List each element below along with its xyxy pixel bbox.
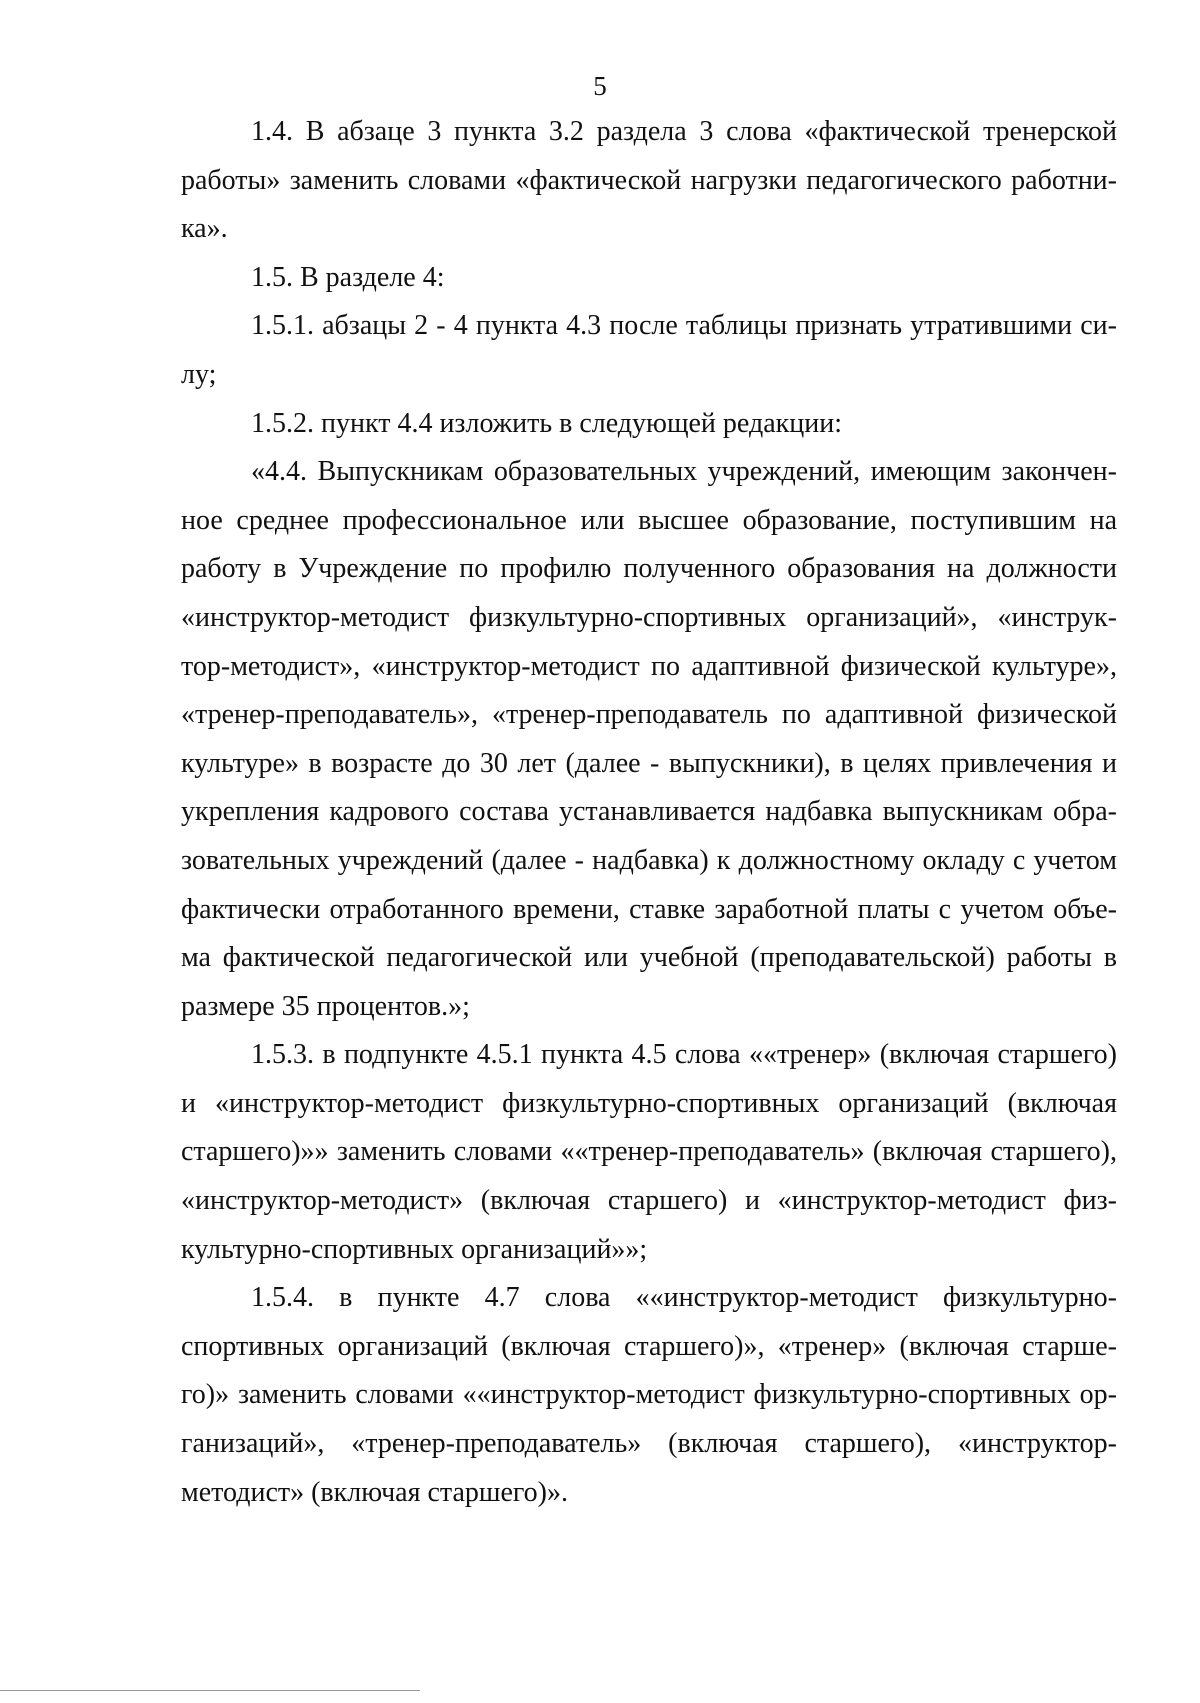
text-line: размере 35 процентов.»; xyxy=(181,990,470,1022)
text-line: 1.5.4. в пункте 4.7 слова ««инструктор-методист физкультурно- xyxy=(251,1282,1117,1314)
text-line: «инструктор-методист» (включая старшего) и «инструктор-методист физ- xyxy=(181,1185,1117,1217)
text-line: зовательных учреждений (далее - надбавка) к должностному окладу с учетом xyxy=(181,844,1117,876)
text-line: культурно-спортивных организаций»»; xyxy=(181,1233,648,1265)
paragraph xyxy=(181,400,1117,449)
text-line: 1.5.3. в подпункте 4.5.1 пункта 4.5 слова ««тренер» (включая старшего) xyxy=(251,1039,1117,1071)
text-line: спортивных организаций (включая старшего)», «тренер» (включая старше- xyxy=(181,1330,1117,1362)
text-line: 1.4. В абзаце 3 пункта 3.2 раздела 3 слова «фактической тренерской xyxy=(251,116,1117,147)
text-line: фактически отработанного времени, ставке заработной платы с учетом объе- xyxy=(181,893,1117,925)
paragraph xyxy=(181,448,1117,1031)
text-line: 1.5.1. абзацы 2 - 4 пункта 4.3 после таблицы признать утратившими си- xyxy=(251,310,1117,342)
text-line: «тренер-преподаватель», «тренер-преподаватель по адаптивной физической xyxy=(181,699,1117,731)
text-line: тор-методист», «инструктор-методист по адаптивной физической культуре», xyxy=(181,650,1117,682)
text-line: ка». xyxy=(181,213,228,245)
text-line: го)» заменить словами ««инструктор-методист физкультурно-спортивных ор- xyxy=(181,1379,1117,1411)
paragraph xyxy=(181,108,1117,254)
text-line: работу в Учреждение по профилю полученного образования на должности xyxy=(181,553,1117,585)
text-line: работы» заменить словами «фактической нагрузки педагогического работни- xyxy=(181,164,1117,196)
text-line: 1.5. В разделе 4: xyxy=(251,261,445,293)
text-line: «инструктор-методист физкультурно-спортивных организаций», «инструк- xyxy=(181,601,1117,633)
text-line: 1.5.2. пункт 4.4 изложить в следующей редакции: xyxy=(251,407,842,439)
text-line: методист» (включая старшего)». xyxy=(181,1476,568,1508)
paragraph xyxy=(181,302,1117,399)
text-line: и «инструктор-методист физкультурно-спортивных организаций (включая xyxy=(181,1087,1117,1119)
text-line: лу; xyxy=(181,358,217,390)
page-number: 5 xyxy=(593,71,607,101)
paragraph xyxy=(181,1031,1117,1274)
text-line: «4.4. Выпускникам образовательных учреждений, имеющим закончен- xyxy=(251,456,1117,488)
document-body xyxy=(181,108,1117,1517)
text-line: старшего)»» заменить словами ««тренер-преподаватель» (включая старшего), xyxy=(181,1136,1117,1168)
paragraph xyxy=(181,1274,1117,1517)
text-line: ное среднее профессиональное или высшее образование, поступившим на xyxy=(181,504,1117,536)
text-line: укрепления кадрового состава устанавливается надбавка выпускникам обра- xyxy=(181,796,1117,828)
text-line: культуре» в возрасте до 30 лет (далее - выпускники), в целях привлечения и xyxy=(181,747,1117,779)
text-line: ганизаций», «тренер-преподаватель» (включая старшего), «инструктор- xyxy=(181,1428,1117,1460)
text-line: ма фактической педагогической или учебной (преподавательской) работы в xyxy=(181,942,1117,974)
paragraph xyxy=(181,254,1117,303)
footer-rule xyxy=(0,1690,420,1691)
